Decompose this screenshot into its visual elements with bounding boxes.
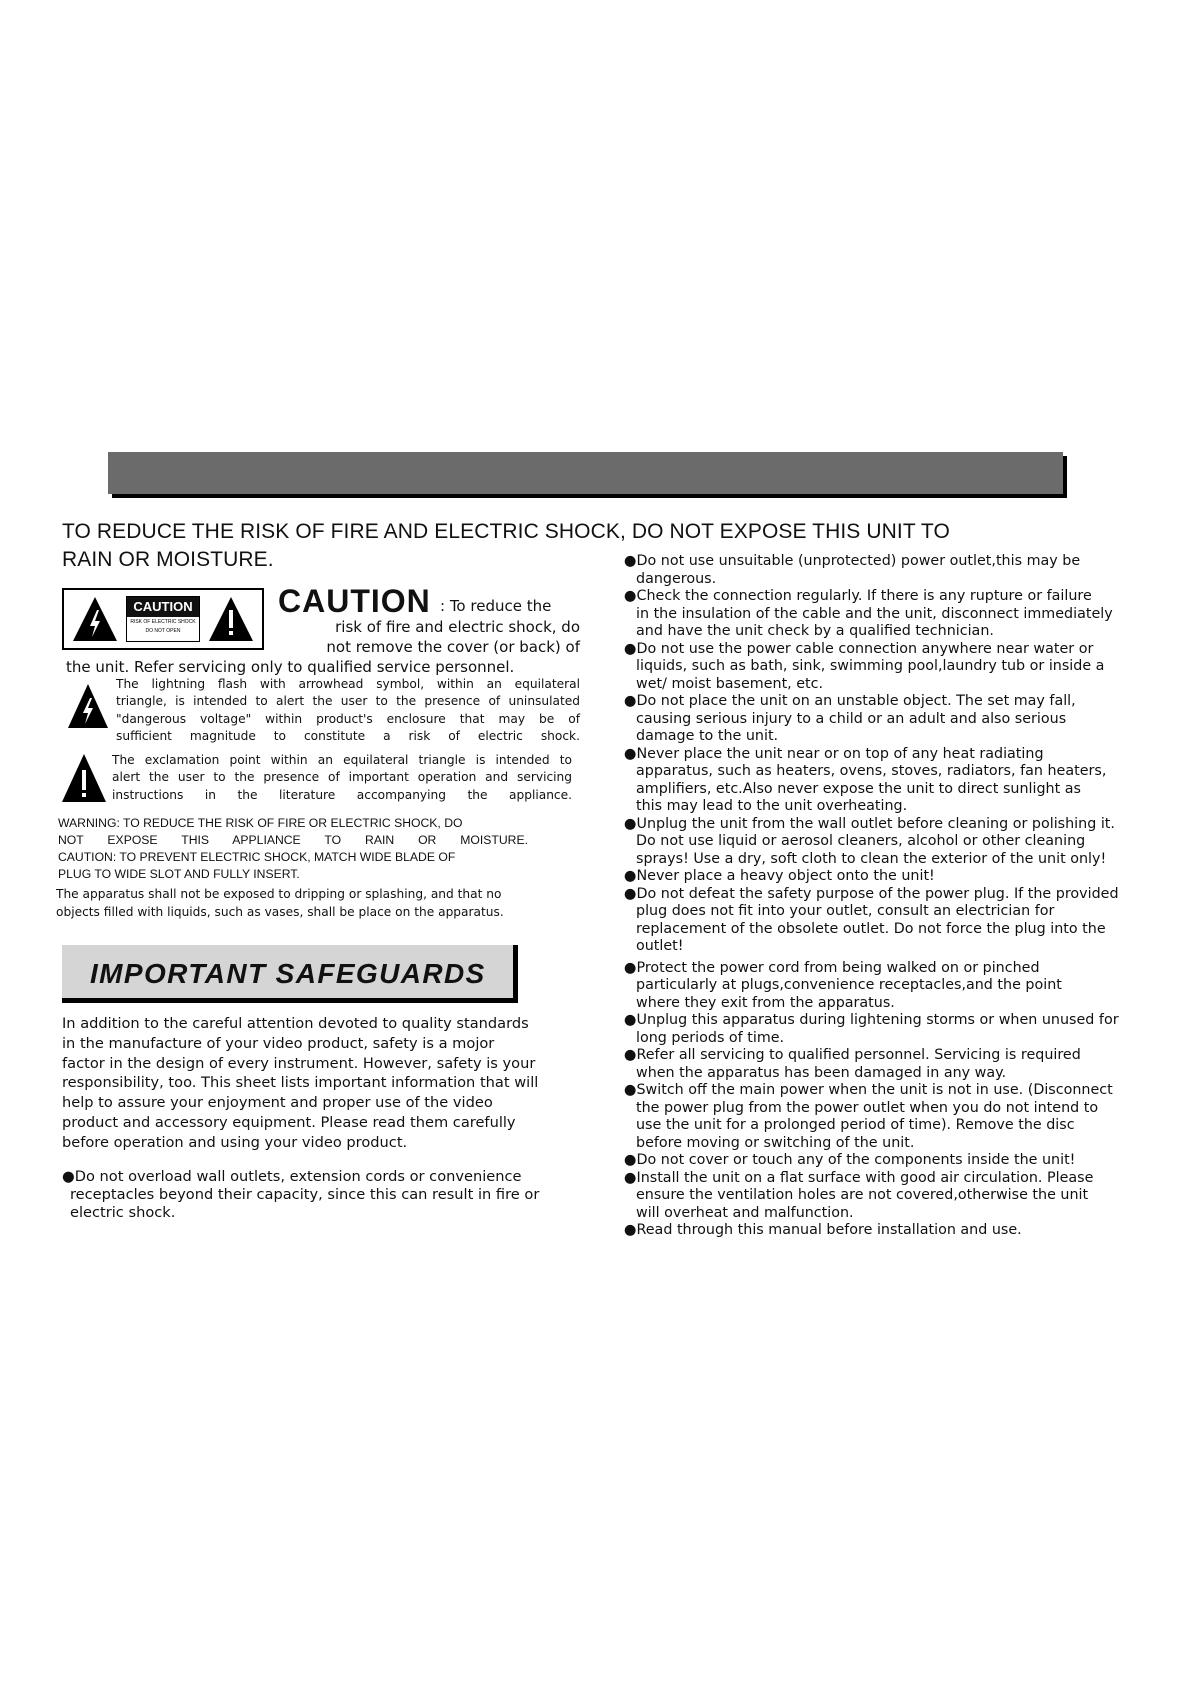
exclamation-line-3: instructions in the literature accompanying the appliance. (112, 787, 572, 802)
list-item-line: ●Protect the power cord from being walked on or pinched (624, 959, 1040, 976)
caution-label-center (126, 596, 200, 642)
warning-line-3: CAUTION: TO PREVENT ELECTRIC SHOCK, MATCH WIDE BLADE OF (58, 850, 456, 864)
exclamation-explanation (112, 752, 572, 804)
list-item-line: long periods of time. (636, 1029, 785, 1046)
left-bullet-item (62, 1168, 582, 1222)
list-item (624, 816, 1169, 869)
caution-text-3: not remove the cover (or back) of (326, 638, 580, 656)
intro-line-5: help to assure your enjoyment and proper use of the video (62, 1094, 493, 1112)
intro-line-7: before operation and using your video product. (62, 1133, 408, 1151)
exclamation-warning-icon (206, 594, 256, 644)
caution-label-small-1: RISK OF ELECTRIC SHOCK (130, 619, 196, 625)
list-item-line: use the unit for a prolonged period of time). Remove the disc (636, 1117, 1075, 1133)
caution-text-4: the unit. Refer servicing only to qualified service personnel. (66, 658, 515, 676)
list-item-line: ●Check the connection regularly. If there is any rupture or failure (624, 588, 1092, 604)
apparatus-notice (56, 886, 566, 921)
caution-text-2: risk of fire and electric shock, do (335, 618, 580, 636)
list-item-line: ●Do not use unsuitable (unprotected) power outlet,this may be (624, 553, 1081, 569)
list-item (624, 641, 1169, 694)
list-item-line: ●Do not place the unit on an unstable object. The set may fall, (624, 693, 1076, 709)
intro-line-3: factor in the design of every instrument. However, safety is your (62, 1054, 536, 1072)
list-item-line: in the insulation of the cable and the unit, disconnect immediately (636, 605, 1113, 622)
list-item-line: where they exit from the apparatus. (636, 994, 895, 1011)
lightning-warning-icon (70, 594, 120, 644)
header-bar (108, 452, 1063, 494)
list-item-line: ●Never place a heavy object onto the unit! (624, 868, 935, 884)
lightning-triangle-icon (66, 682, 110, 730)
list-item-line: dangerous. (636, 570, 717, 587)
list-item (624, 553, 1169, 588)
list-item (624, 1170, 1169, 1223)
list-item-line: this may lead to the unit overheating. (636, 798, 908, 814)
list-item-line: ●Switch off the main power when the unit is not in use. (Disconnect (624, 1082, 1113, 1098)
list-item-line: ●Unplug the unit from the wall outlet before cleaning or polishing it. (624, 815, 1115, 832)
list-item (624, 1222, 1169, 1240)
list-item-line: plug does not fit into your outlet, consult an electrician for (636, 903, 1055, 919)
apparatus-line-1: The apparatus shall not be exposed to dripping or splashing, and that no (56, 887, 502, 901)
list-item (624, 886, 1169, 956)
lightning-line-1: The lightning flash with arrowhead symbol, within an equilateral (116, 677, 580, 691)
list-item (624, 1082, 1169, 1152)
list-item (624, 588, 1169, 641)
list-item-line: ●Refer all servicing to qualified personnel. Servicing is required (624, 1047, 1081, 1063)
list-item-line: ●Unplug this apparatus during lightening storms or when unused for (624, 1012, 1119, 1028)
caution-text-block (278, 617, 580, 657)
intro-paragraph (62, 1014, 582, 1153)
warning-line-2: NOT EXPOSE THIS APPLIANCE TO RAIN OR MOISTURE. (58, 833, 528, 847)
warning-line-1: WARNING: TO REDUCE THE RISK OF FIRE OR ELECTRIC SHOCK, DO (58, 816, 463, 830)
safeguards-heading-box (62, 945, 518, 1003)
list-item-line: damage to the unit. (636, 728, 779, 744)
list-item (624, 1152, 1169, 1170)
list-item-line: sprays! Use a dry, soft cloth to clean the exterior of the unit only! (636, 850, 1107, 867)
list-item-line: ●Install the unit on a flat surface with good air circulation. Please (624, 1169, 1094, 1186)
lightning-explanation (116, 676, 580, 746)
list-item (624, 1047, 1169, 1082)
left-bullet-line-2: receptacles beyond their capacity, since this can result in fire or (70, 1186, 540, 1203)
intro-line-1: In addition to the careful attention devoted to quality standards (62, 1015, 529, 1032)
list-item (624, 693, 1169, 746)
list-item (624, 746, 1169, 816)
lightning-line-4: sufficient magnitude to constitute a risk of electric shock. (116, 729, 580, 744)
caution-text-1: : To reduce the (440, 597, 552, 615)
list-item-line: when the apparatus has been damaged in any way. (636, 1064, 1007, 1081)
left-bullet-line-3: electric shock. (70, 1204, 176, 1221)
list-item-line: the power plug from the power outlet when you do not intend to (636, 1099, 1099, 1116)
list-item-line: ●Do not defeat the safety purpose of the power plug. If the provided (624, 885, 1119, 902)
list-item-line: particularly at plugs,convenience receptacles,and the point (636, 977, 1062, 993)
list-item-line: will overheat and malfunction. (636, 1204, 854, 1221)
list-item-line: wet/ moist basement, etc. (636, 675, 824, 692)
safeguards-title: IMPORTANT SAFEGUARDS (90, 958, 486, 989)
list-item-line: ●Do not cover or touch any of the components inside the unit! (624, 1152, 1076, 1168)
list-item (624, 868, 1169, 886)
apparatus-line-2: objects filled with liquids, such as vases, shall be place on the apparatus. (56, 904, 504, 919)
intro-line-2: in the manufacture of your video product, safety is a mojor (62, 1034, 495, 1052)
list-item (624, 1012, 1169, 1047)
caution-label-word: CAUTION (127, 597, 199, 617)
caution-label-small-2: DO NOT OPEN (145, 628, 181, 634)
warning-line-4: PLUG TO WIDE SLOT AND FULLY INSERT. (58, 867, 300, 881)
intro-line-6: product and accessory equipment. Please read them carefully (62, 1113, 516, 1131)
list-item-line: before moving or switching of the unit. (636, 1134, 915, 1151)
list-item-line: apparatus, such as heaters, ovens, stoves, radiators, fan heaters, (636, 763, 1107, 779)
exclamation-triangle-icon (60, 752, 108, 804)
warning-block (58, 815, 528, 883)
list-item-line: liquids, such as bath, sink, swimming pool,laundry tub or inside a (636, 658, 1105, 674)
caution-title: CAUTION (278, 583, 431, 619)
lightning-line-2: triangle, is intended to alert the user to the presence of uninsulated (116, 694, 580, 709)
list-item-line: and have the unit check by a qualified technician. (636, 623, 994, 639)
caution-label (62, 588, 264, 650)
intro-line-4: responsibility, too. This sheet lists important information that will (62, 1074, 539, 1092)
lightning-line-3: "dangerous voltage" within product's enclosure that may be of (116, 711, 580, 726)
list-item-line: amplifiers, etc.Also never expose the unit to direct sunlight as (636, 780, 1081, 797)
list-item-line: ●Do not use the power cable connection anywhere near water or (624, 640, 1094, 657)
left-bullet-line-1: ●Do not overload wall outlets, extension cords or convenience (62, 1168, 522, 1185)
list-item-line: outlet! (636, 938, 684, 954)
heading-line-2: RAIN OR MOISTURE. (62, 548, 274, 571)
list-item-line: ●Never place the unit near or on top of any heat radiating (624, 745, 1044, 762)
list-item (624, 960, 1169, 1013)
list-item-line: replacement of the obsolete outlet. Do not force the plug into the (636, 920, 1106, 937)
list-item-line: causing serious injury to a child or an adult and also serious (636, 710, 1067, 727)
list-item-line: Do not use liquid or aerosol cleaners, alcohol or other cleaning (636, 833, 1086, 849)
list-item-line: ensure the ventilation holes are not covered,otherwise the unit (636, 1187, 1089, 1203)
list-item-line: ●Read through this manual before installation and use. (624, 1222, 1022, 1238)
safeguards-list (624, 553, 1169, 1240)
exclamation-line-1: The exclamation point within an equilateral triangle is intended to (112, 753, 572, 767)
heading-line-1: TO REDUCE THE RISK OF FIRE AND ELECTRIC SHOCK, DO NOT EXPOSE THIS UNIT TO (62, 520, 950, 543)
exclamation-line-2: alert the user to the presence of important operation and servicing (112, 770, 572, 785)
